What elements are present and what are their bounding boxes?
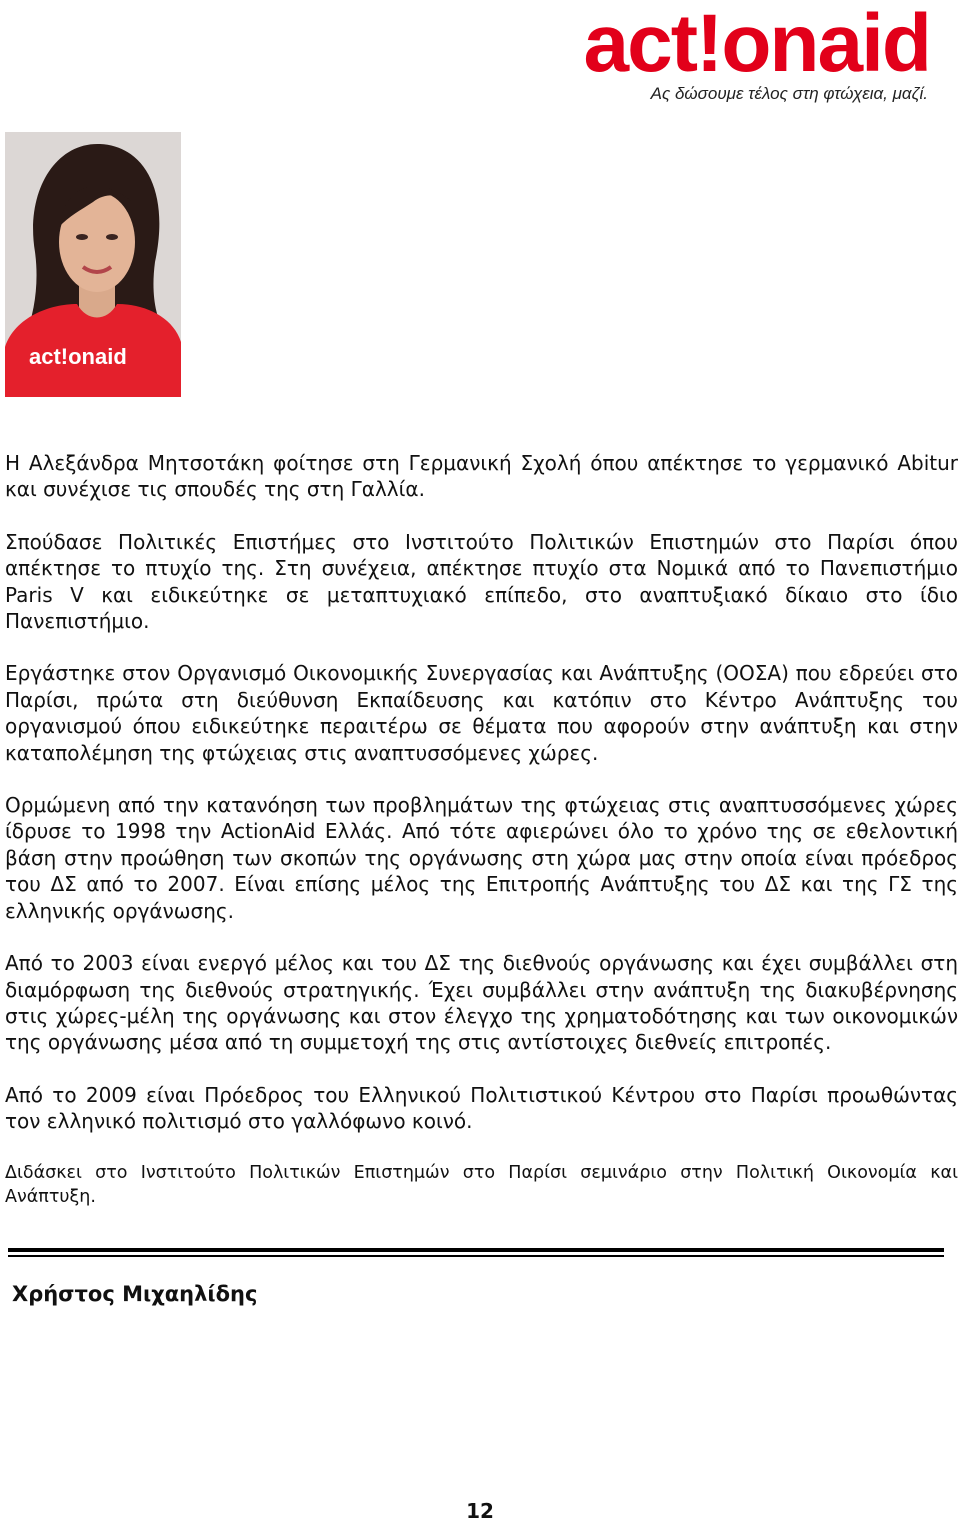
logo-tagline: Ας δώσουμε τέλος στη φτώχεια, μαζί. xyxy=(650,84,928,103)
actionaid-logo xyxy=(490,0,930,104)
portrait-illustration xyxy=(5,132,181,397)
paragraph-oecd: Εργάστηκε στον Οργανισμό Οικονομικής Συνεργασίας και Ανάπτυξης (ΟΟΣΑ) που εδρεύει στο Παρίσι, πρώτα στη διεύθυνση Εκπαίδευσης και κατόπιν στο Κέντρο Ανάπτυξης του οργανισμού όπου ειδικεύτηκε περαιτέρω σε θέματα που αφορούν στην ανάπτυξη και στην καταπολέμηση της φτώχειας στις αναπτυσσόμενες χώρες. xyxy=(5,661,958,765)
next-person-heading: Χρήστος Μιχαηλίδης xyxy=(12,1282,258,1306)
section-divider xyxy=(8,1248,944,1252)
paragraph-cultural-centre: Από το 2009 είναι Πρόεδρος του Ελληνικού Πολιτιστικού Κέντρου στο Παρίσι προωθώντας τον ελληνικό πολιτισμό στο γαλλόφωνο κοινό. xyxy=(5,1082,958,1134)
portrait-photo xyxy=(5,132,181,397)
paragraph-actionaid: Ορμώμενη από την κατανόηση των προβλημάτων της φτώχειας στις αναπτυσσόμενες χώρες ίδρυσε το 1998 την ActionAid Ελλάς. Από τότε αφιερώνει όλο το χρόνο της σε εθελοντική βάση στην προώθηση των σκοπών της οργάνωσης στη χώρα μας στην οποία είναι πρόεδρος του ΔΣ από το 2007. Είναι επίσης μέλος της Επιτροπής Ανάπτυξης του ΔΣ και της ΓΣ της ελληνικής οργάνωσης. xyxy=(5,793,958,923)
biography-text xyxy=(5,450,958,1209)
paragraph-studies: Σπούδασε Πολιτικές Επιστήμες στο Ινστιτούτο Πολιτικών Επιστημών στο Παρίσι όπου απέκτησε το πτυχίο της. Στη συνέχεια, απέκτησε πτυχίο στα Νομικά από το Πανεπιστήμιο Paris V και ειδικεύτηκε σε μεταπτυχιακό επίπεδο, στο αναπτυξιακό δίκαιο στο ίδιο Πανεπιστήμιο. xyxy=(5,529,958,634)
page-number: 12 xyxy=(466,1499,494,1523)
paragraph-international-board: Από το 2003 είναι ενεργό μέλος και του ΔΣ της διεθνούς οργάνωσης και έχει συμβάλλει στη διαμόρφωση της διεθνούς στρατηγικής. Έχει συμβάλλει στην ανάπτυξη της διακυβέρνησης στις χώρες-μέλη της οργάνωσης και στον έλεγχο της χρηματοδότησης και των οικονομικών της οργάνωσης μέσα από τη συμμετοχή της στις αντίστοιχες διεθνείς επιτροπές. xyxy=(5,951,958,1055)
shirt-logo: act!onaid xyxy=(29,344,127,369)
paragraph-education: Η Αλεξάνδρα Μητσοτάκη φοίτησε στη Γερμανική Σχολή όπου απέκτησε το γερμανικό Abitur και συνέχισε τις σπουδές της στη Γαλλία. xyxy=(5,451,958,502)
logo-wordmark: act!onaid xyxy=(583,0,930,89)
paragraph-teaching: Διδάσκει στο Ινστιτούτο Πολιτικών Επιστημών στο Παρίσι σεμινάριο στην Πολιτική Οικονομία και Ανάπτυξη. xyxy=(5,1162,958,1207)
section-divider-thin xyxy=(8,1255,944,1257)
